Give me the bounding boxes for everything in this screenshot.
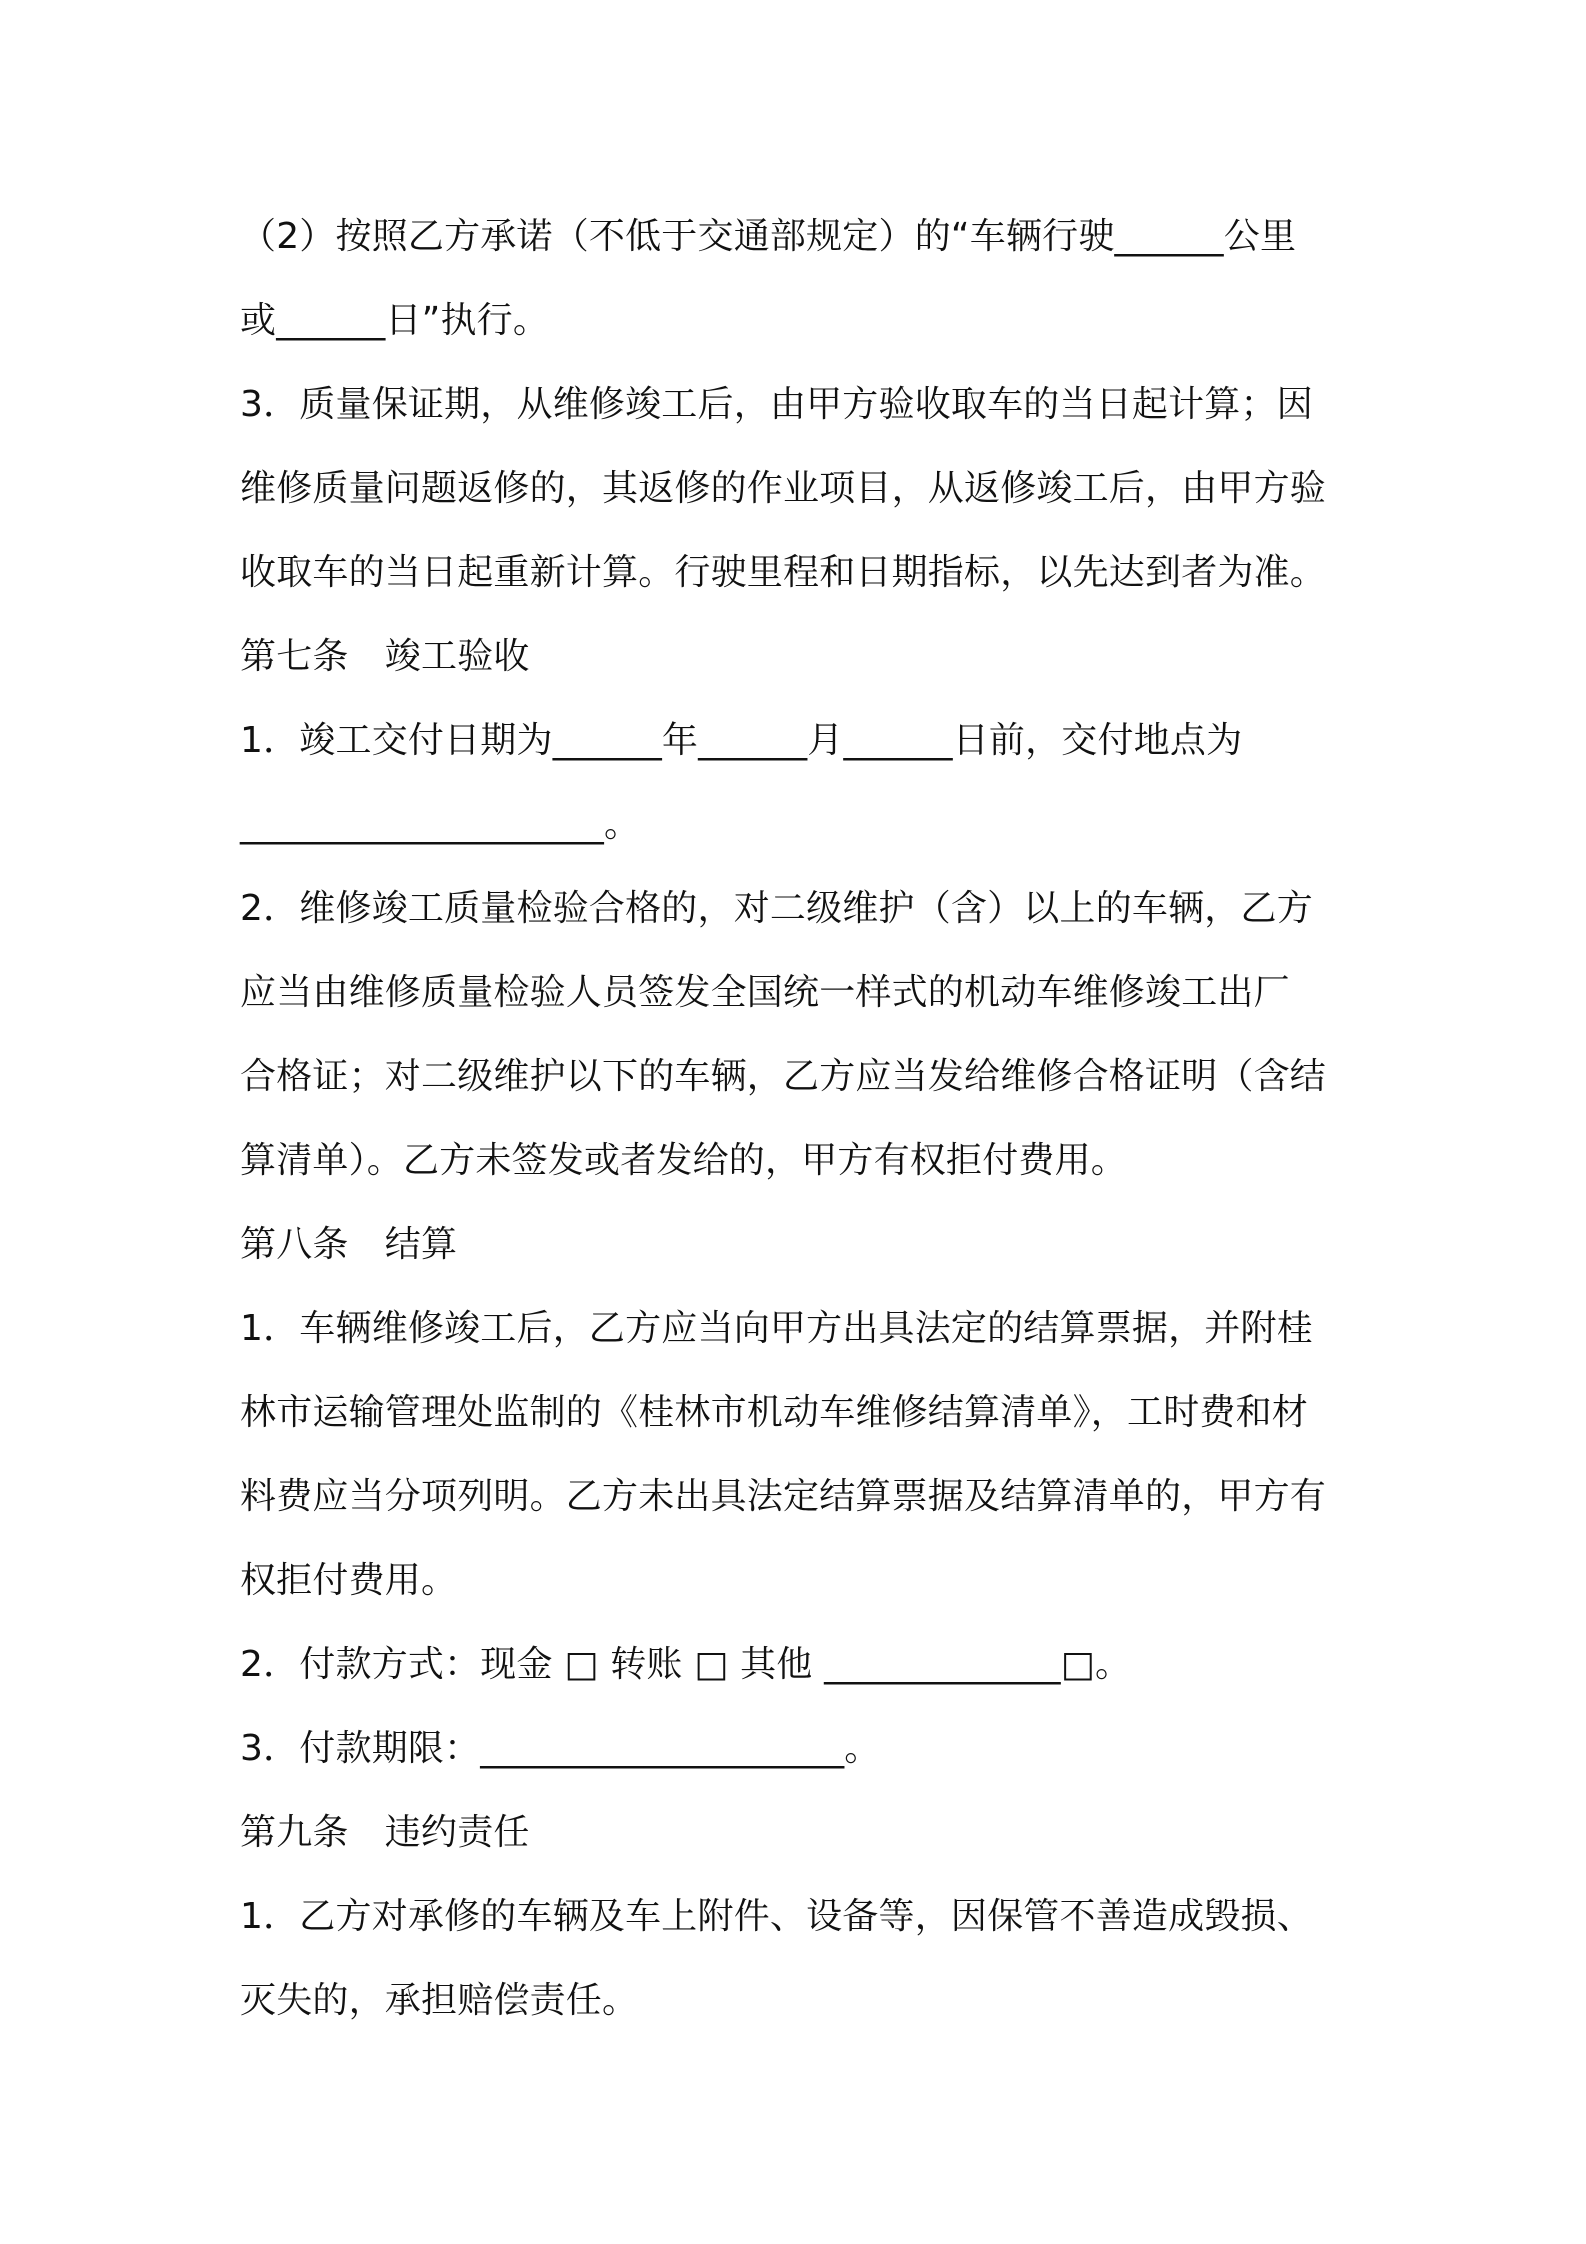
text-line: （2）按照乙方承诺（不低于交通部规定）的“车辆行驶______公里 [240, 216, 1297, 257]
text-line: 收取车的当日起重新计算。行驶里程和日期指标，以先达到者为准。 [240, 552, 1327, 593]
text-line: 料费应当分项列明。乙方未出具法定结算票据及结算清单的，甲方有 [240, 1476, 1327, 1517]
text-line: 权拒付费用。 [240, 1560, 458, 1601]
text-line: 灭失的，承担赔偿责任。 [240, 1980, 639, 2021]
text-line: ____________________。 [240, 804, 641, 845]
text-line: 合格证；对二级维护以下的车辆，乙方应当发给维修合格证明（含结 [240, 1056, 1327, 1097]
text-line: 1．乙方对承修的车辆及车上附件、设备等，因保管不善造成毁损、 [240, 1896, 1313, 1937]
payment-method-line: 2．付款方式：现金 □ 转账 □ 其他 _____________□。 [240, 1644, 1132, 1685]
text-line: 1．竣工交付日期为______年______月______日前，交付地点为 [240, 720, 1243, 761]
payment-term-line: 3．付款期限：____________________。 [240, 1728, 881, 1769]
text-line: 1．车辆维修竣工后，乙方应当向甲方出具法定的结算票据，并附桂 [240, 1308, 1313, 1349]
section-heading: 第九条 违约责任 [240, 1812, 530, 1853]
text-line: 2．维修竣工质量检验合格的，对二级维护（含）以上的车辆，乙方 [240, 888, 1313, 929]
document-body [240, 195, 1360, 2043]
text-line: 算清单）。乙方未签发或者发给的，甲方有权拒付费用。 [240, 1140, 1128, 1181]
text-line: 维修质量问题返修的，其返修的作业项目，从返修竣工后，由甲方验 [240, 468, 1327, 509]
text-line: 林市运输管理处监制的《桂林市机动车维修结算清单》，工时费和材 [240, 1392, 1309, 1433]
text-line: 应当由维修质量检验人员签发全国统一样式的机动车维修竣工出厂 [240, 972, 1290, 1013]
section-heading: 第七条 竣工验收 [240, 636, 530, 677]
text-line: 或______日”执行。 [240, 300, 550, 341]
section-heading: 第八条 结算 [240, 1224, 458, 1265]
text-line: 3．质量保证期，从维修竣工后，由甲方验收取车的当日起计算；因 [240, 384, 1313, 425]
